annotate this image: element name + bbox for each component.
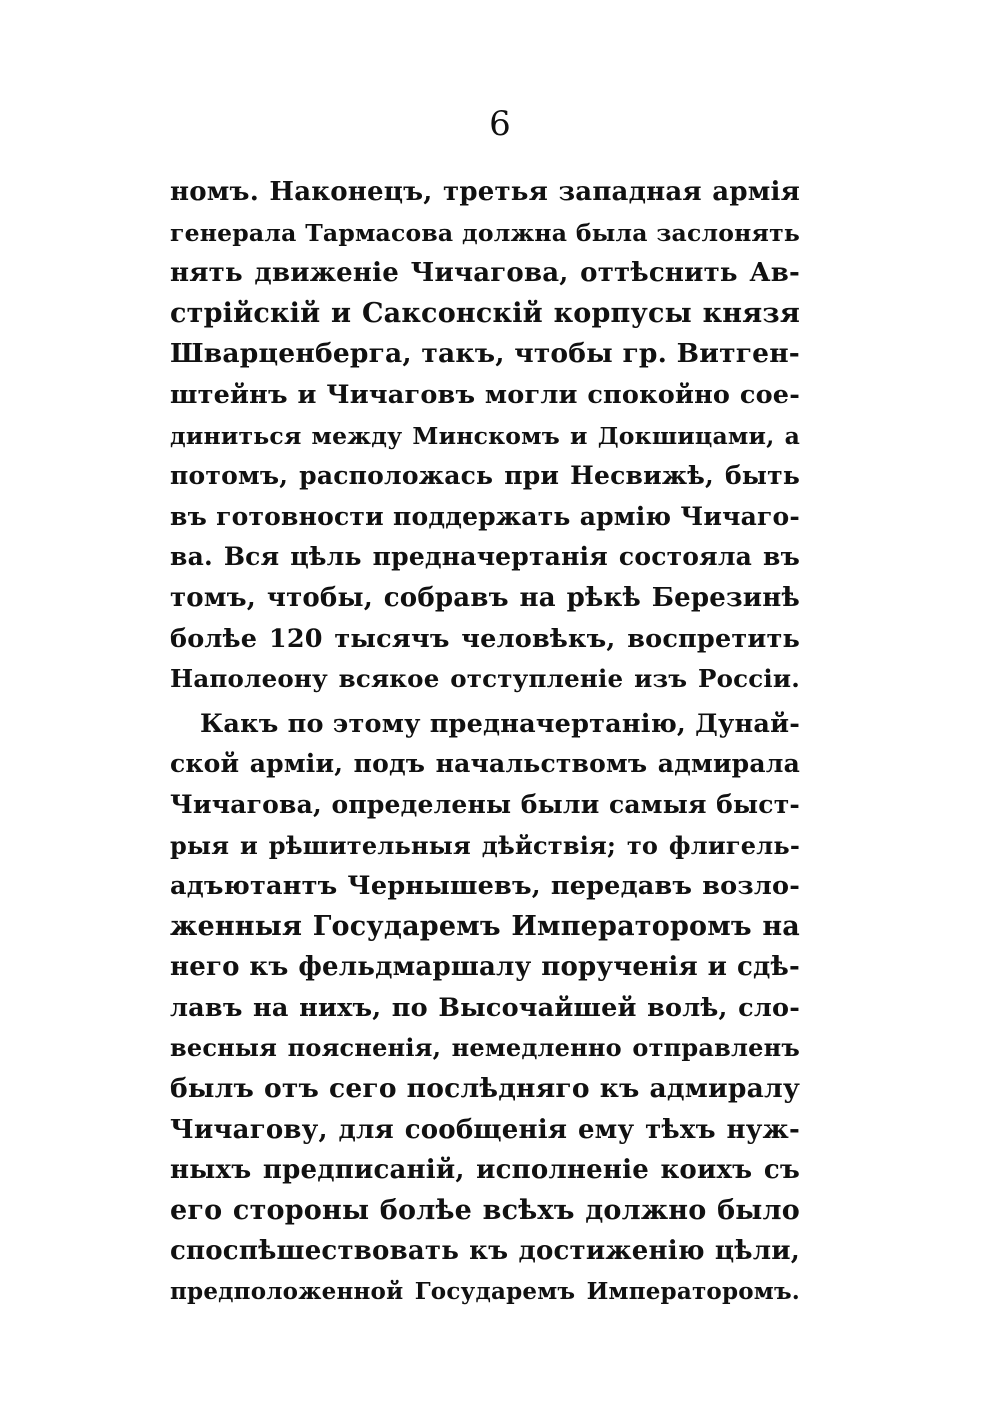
text-line: Наполеону всякое отступленіе изъ Россіи.: [170, 664, 800, 694]
text-line: потомъ, расположась при Несвижѣ, быть: [170, 461, 800, 491]
text-line: Чичагову, для сообщенія ему тѣхъ нуж-: [170, 1114, 800, 1145]
text-line: споспѣшествовать къ достиженію цѣли,: [170, 1236, 800, 1267]
paragraph-1: [170, 172, 800, 700]
text-line: весныя поясненія, немедленно отправленъ: [170, 1033, 800, 1063]
text-line: штейнъ и Чичаговъ могли спокойно сое-: [170, 379, 800, 410]
text-line: былъ отъ сего послѣдняго къ адмиралу: [170, 1073, 800, 1105]
text-line: рыя и рѣшительныя дѣйствія; то флигель-: [170, 830, 800, 860]
text-line: ской арміи, подъ начальствомъ адмирала: [170, 749, 800, 779]
text-line: ва. Вся цѣль предначертанія состояла въ: [170, 542, 800, 572]
text-line: адъютантъ Чернышевъ, передавъ возло-: [170, 871, 800, 902]
text-line: диниться между Минскомъ и Докшицами, а: [170, 421, 800, 450]
text-line: томъ, чтобы, собравъ на рѣкѣ Березинѣ: [170, 582, 800, 613]
text-line: женныя Государемъ Императоромъ на: [170, 910, 800, 942]
text-line: Какъ по этому предначертанію, Дунай-: [200, 708, 800, 739]
text-line: въ готовности поддержать армію Чичаго-: [170, 501, 800, 531]
text-line: ныхъ предписаній, исполненіе коихъ съ: [170, 1155, 800, 1186]
text-line: стрійскій и Саксонскій корпусы князя: [170, 297, 800, 329]
text-line: лавъ на нихъ, по Высочайшей волѣ, сло-: [170, 992, 800, 1023]
paragraph-2: [170, 704, 800, 1313]
text-line: предположенной Государемъ Императоромъ.: [170, 1278, 800, 1306]
text-line: его стороны болѣе всѣхъ должно было: [170, 1194, 800, 1226]
text-line: Шварценберга, такъ, чтобы гр. Витген-: [170, 338, 800, 370]
text-line: болѣе 120 тысячъ человѣкъ, воспретить: [170, 623, 800, 654]
body-text: [170, 172, 800, 1313]
text-line: генерала Тармасова должна была заслонять: [170, 218, 800, 247]
text-line: номъ. Наконецъ, третья западная армія: [170, 177, 800, 207]
text-line: Чичагова, определены были самыя быст-: [170, 789, 800, 819]
text-line: него къ фельдмаршалу порученія и сдѣ-: [170, 952, 800, 983]
page-number: 6: [489, 104, 511, 144]
text-line: нять движеніе Чичагова, оттѣснить Ав-: [170, 258, 800, 289]
